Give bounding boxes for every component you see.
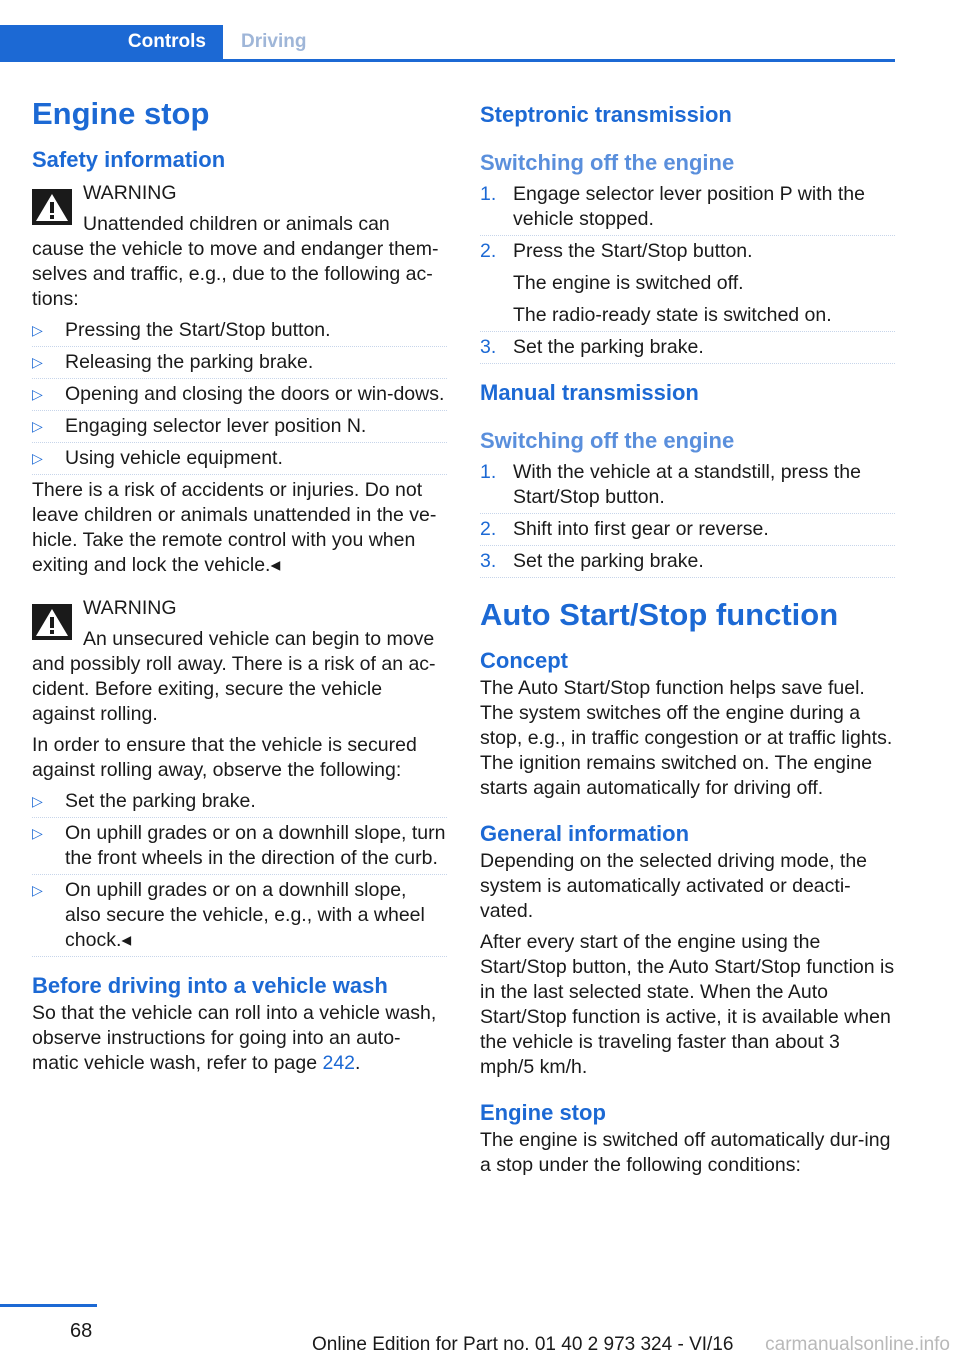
heading-manual-transmission: Manual transmission [480, 380, 699, 405]
list-item: 1. Engage selector lever position P with the vehicle stopped. [480, 182, 895, 232]
warning-text: and possibly roll away. There is a risk of an ac-cident. Before exiting, secure the vehicle against rolling. [32, 653, 436, 725]
triangle-bullet-icon: ▷ [32, 322, 43, 338]
list-item: ▷ Using vehicle equipment. [32, 446, 447, 471]
tab-controls-label: Controls [127, 31, 206, 52]
subheading-switching-off-1: Switching off the engine [480, 150, 735, 175]
edition-text: Online Edition for Part no. 01 40 2 973 324 - VI/16 [312, 1334, 734, 1355]
heading-auto-start-stop: Auto Start/Stop function [480, 597, 839, 632]
page-number: 68 [70, 1320, 93, 1342]
left-column [32, 95, 447, 1076]
tab-driving[interactable]: Driving [241, 31, 307, 52]
list-item: ▷ Engaging selector lever position N. [32, 414, 447, 439]
warning-label: WARNING [83, 597, 177, 619]
triangle-bullet-icon: ▷ [32, 418, 43, 434]
general-text-1: Depending on the selected driving mode, the system is automatically activated or deacti-vated. [480, 850, 868, 922]
triangle-bullet-icon: ▷ [32, 825, 43, 841]
triangle-bullet-icon: ▷ [32, 386, 43, 402]
steps-steptronic [480, 182, 895, 360]
heading-concept: Concept [480, 648, 568, 673]
list-item: ▷ Opening and closing the doors or win-dows. [32, 382, 447, 407]
triangle-bullet-icon: ▷ [32, 450, 43, 466]
warning-lead-text: Unattended children or animals can [83, 213, 390, 235]
engine-stop-text: The engine is switched off automatically dur-ing a stop under the following conditions: [480, 1129, 891, 1176]
header-bar [0, 25, 895, 62]
list-item: 2. Press the Start/Stop button. The engine is switched off. The radio-ready state is switched on. [480, 239, 895, 328]
list-item: 3. Set the parking brake. [480, 549, 895, 574]
list-item: ▷ On uphill grades or on a downhill slope, turn the front wheels in the direction of the curb. [32, 822, 446, 869]
triangle-bullet-icon: ▷ [32, 354, 43, 370]
warning-conclusion: There is a risk of accidents or injuries. Do not leave children or animals unattended in the ve-hicle. Take the remote control with you when exiting and lock the vehicle.◂ [32, 479, 437, 576]
heading-general-information: General information [480, 821, 690, 846]
list-item: 3. Set the parking brake. [480, 335, 895, 360]
warning-label: WARNING [83, 182, 177, 204]
general-text-2: After every start of the engine using the Start/Stop button, the Auto Start/Stop function is in the last selected state. When the Auto Start/Stop function is active, it is available when the vehicle is traveling faster than about 3 mph/5 km/h. [480, 931, 895, 1078]
heading-safety-information: Safety information [32, 147, 226, 172]
triangle-bullet-icon: ▷ [32, 793, 43, 809]
watermark: carmanualsonline.info [765, 1334, 950, 1355]
heading-vehicle-wash: Before driving into a vehicle wash [32, 973, 388, 998]
list-item: 2. Shift into first gear or reverse. [480, 517, 895, 542]
list-item: ▷ Set the parking brake. [32, 789, 447, 814]
warning-list [32, 318, 447, 471]
vehicle-wash-text: So that the vehicle can roll into a vehicle wash, observe instructions for going into an auto-matic vehicle wash, refer to page 242. [32, 1002, 437, 1074]
list-item: ▷ On uphill grades or on a downhill slope, also secure the vehicle, e.g., with a wheel chock.◂ [32, 878, 447, 953]
heading-engine-stop-auto: Engine stop [480, 1100, 606, 1125]
steps-manual [480, 460, 895, 574]
tab-controls[interactable] [0, 25, 223, 59]
list-item: ▷ Releasing the parking brake. [32, 350, 447, 375]
header-rule [0, 59, 895, 62]
subheading-switching-off-2: Switching off the engine [480, 428, 735, 453]
warning-triangle-icon [32, 189, 72, 225]
warning-paragraph: In order to ensure that the vehicle is secured against rolling away, observe the following: [32, 734, 417, 781]
warning-triangle-icon [32, 604, 72, 640]
warning-block-unsecured [32, 596, 447, 953]
warning-text: cause the vehicle to move and endanger them-selves and traffic, e.g., due to the following ac-tions: [32, 238, 439, 310]
warning-lead-text: An unsecured vehicle can begin to move [83, 628, 435, 650]
list-item: 1. With the vehicle at a standstill, press the Start/Stop button. [480, 460, 895, 510]
triangle-bullet-icon: ▷ [32, 882, 43, 898]
warning-list [32, 789, 447, 953]
right-column [480, 95, 895, 1178]
footer-rule [0, 1304, 97, 1307]
concept-text: The Auto Start/Stop function helps save fuel. The system switches off the engine during a stop, e.g., in traffic congestion or at traffic lights. The ignition remains switched on. The engine starts again automatically for driving off. [480, 677, 893, 799]
list-item: ▷ Pressing the Start/Stop button. [32, 318, 447, 343]
warning-block-children [32, 181, 447, 578]
heading-steptronic: Steptronic transmission [480, 102, 732, 127]
page-reference-link[interactable]: 242 [322, 1052, 356, 1074]
heading-engine-stop: Engine stop [32, 96, 210, 131]
